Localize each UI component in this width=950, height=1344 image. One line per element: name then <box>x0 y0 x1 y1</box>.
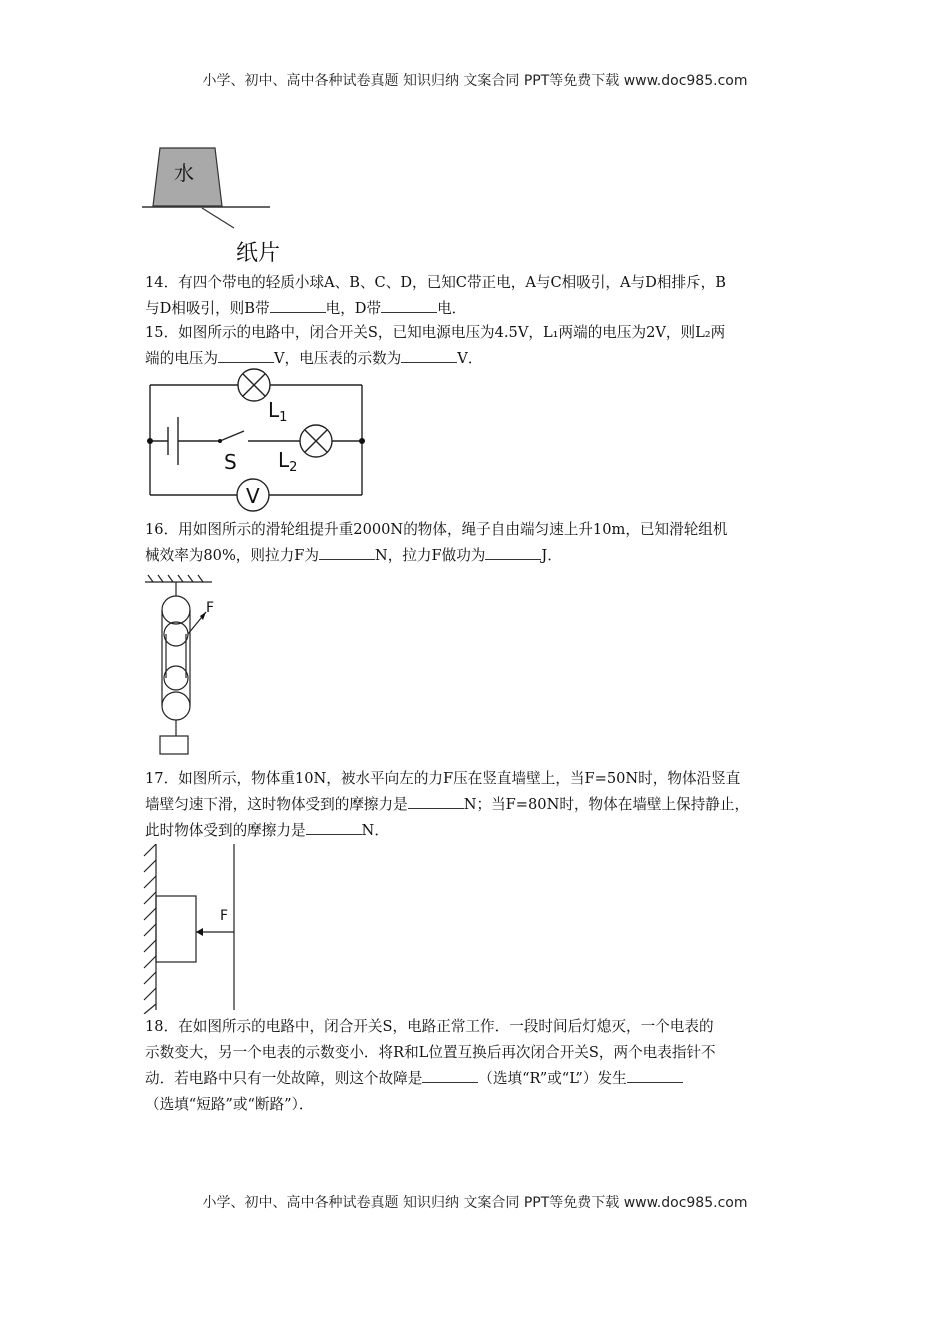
paper-label: 纸片 <box>236 241 281 265</box>
water-label: 水 <box>174 161 194 185</box>
pulley-figure <box>140 572 230 760</box>
l2-label: $L_2$ <box>278 448 298 475</box>
question-15: 15．如图所示的电路中，闭合开关S，已知电源电压为4.5V，L₁两端的电压为2V，则L₂两 端的电压为 V，电压表的示数为 V． <box>145 324 726 367</box>
wall-figure <box>140 842 250 1014</box>
answer-blank[interactable] <box>218 348 274 363</box>
answer-blank[interactable] <box>485 545 541 560</box>
cup-figure <box>140 140 300 265</box>
answer-blank[interactable] <box>270 298 326 313</box>
answer-blank[interactable] <box>381 298 437 313</box>
question-18: 18．在如图所示的电路中，闭合开关S，电路正常工作．一段时间后灯熄灭，一个电表的 示数变大，另一个电表的示数变小．将R和L位置互换后再次闭合开关S，两个电表指针不 动．若电路中只有一处故障，则这个故障是 （选填“R”或“L”）发生 （选填“短路”或“断路”）． <box>145 1018 716 1113</box>
force-label: F <box>206 600 215 616</box>
answer-blank[interactable] <box>627 1068 683 1083</box>
question-14: 14．有四个带电的轻质小球A、B、C、D，已知C带正电，A与C相吸引，A与D相排斥，B 与D相吸引，则B带 电，D带 电． <box>145 274 726 317</box>
question-17: 17．如图所示，物体重10N，被水平向左的力F压在竖直墙壁上，当F=50N时，物体沿竖直 墙壁匀速下滑，这时物体受到的摩擦力是 N；当F=80N时，物体在墙壁上保持静止， 此时物体受到的摩擦力是 N． <box>145 770 750 839</box>
circuit-figure <box>140 365 375 515</box>
switch-label: S <box>224 450 237 474</box>
page-footer: 小学、初中、高中各种试卷真题 知识归纳 文案合同 PPT等免费下载 www.doc985.com <box>202 1195 748 1211</box>
answer-blank[interactable] <box>401 348 457 363</box>
question-16: 16．用如图所示的滑轮组提升重2000N的物体，绳子自由端匀速上升10m，已知滑轮组机 械效率为80%，则拉力F为 N，拉力F做功为 J． <box>145 521 728 564</box>
page-header: 小学、初中、高中各种试卷真题 知识归纳 文案合同 PPT等免费下载 www.doc985.com <box>202 73 748 89</box>
voltmeter-label: V <box>246 484 260 508</box>
force-label: F <box>220 908 229 924</box>
answer-blank[interactable] <box>422 1068 478 1083</box>
answer-blank[interactable] <box>319 545 375 560</box>
answer-blank[interactable] <box>408 794 464 809</box>
l1-label: $L_1$ <box>268 398 288 425</box>
answer-blank[interactable] <box>306 820 362 835</box>
